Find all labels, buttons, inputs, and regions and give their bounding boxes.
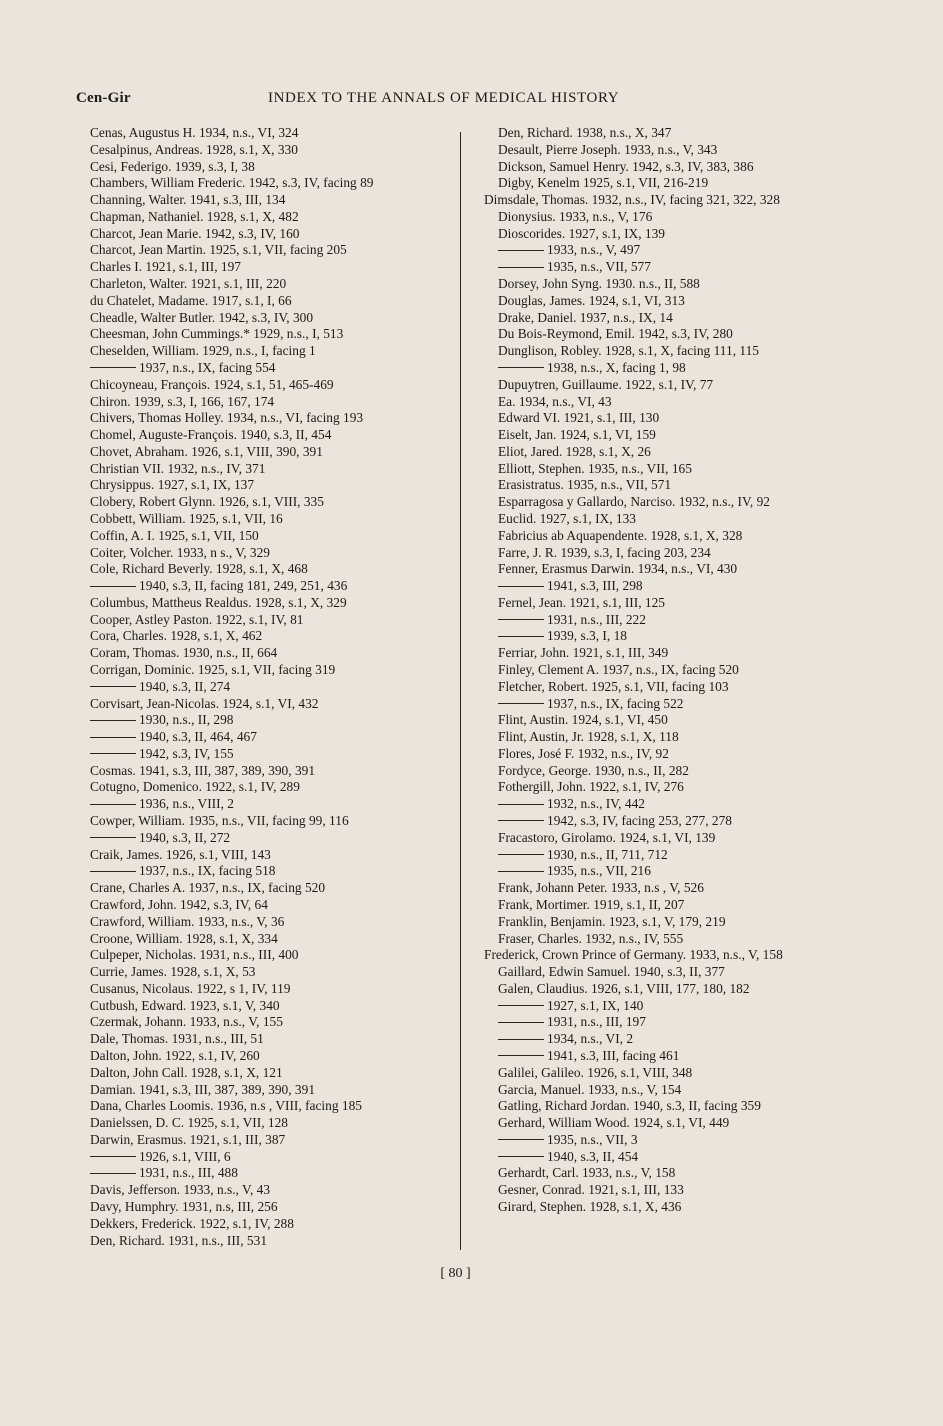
entry-text: Coffin, A. I. 1925, s.1, VII, 150: [90, 527, 259, 543]
entry-text: Dalton, John Call. 1928, s.1, X, 121: [90, 1064, 283, 1080]
entry-text: Cooper, Astley Paston. 1922, s.1, IV, 81: [90, 611, 304, 627]
entry-text: Gerhard, William Wood. 1924, s.1, VI, 449: [498, 1115, 730, 1131]
repeat-dash: [498, 1055, 544, 1056]
index-entry: [90, 847, 450, 864]
index-subentry: [90, 746, 450, 763]
index-entry: [498, 528, 858, 545]
index-entry: [498, 293, 858, 310]
index-subentry: [90, 830, 450, 847]
entry-text: 1932, n.s., IV, 442: [547, 796, 645, 812]
entry-text: Damian. 1941, s.3, III, 387, 389, 390, 391: [90, 1081, 316, 1097]
entry-text: Garcia, Manuel. 1933, n.s., V, 154: [498, 1081, 682, 1097]
entry-text: 1941, s.3, III, 298: [547, 578, 643, 594]
repeat-dash: [90, 753, 136, 754]
index-entry: [90, 947, 450, 964]
index-entry: [90, 914, 450, 931]
index-entry: [498, 276, 858, 293]
index-entry: [498, 897, 858, 914]
index-subentry: [90, 863, 450, 880]
index-entry: [90, 528, 450, 545]
entry-text: 1936, n.s., VIII, 2: [139, 796, 234, 812]
index-entry: [90, 1065, 450, 1082]
index-column-left: [90, 125, 450, 1249]
entry-text: Clobery, Robert Glynn. 1926, s.1, VIII, 335: [90, 494, 324, 510]
repeat-dash: [498, 1039, 544, 1040]
entry-text: 1938, n.s., X, facing 1, 98: [547, 359, 686, 375]
entry-text: Dorsey, John Syng. 1930. n.s., II, 588: [498, 276, 700, 292]
entry-text: Esparragosa y Gallardo, Narciso. 1932, n.s., IV, 92: [498, 494, 770, 510]
index-subentry: [90, 1149, 450, 1166]
entry-text: Ferriar, John. 1921, s.1, III, 349: [498, 645, 669, 661]
entry-text: Chapman, Nathaniel. 1928, s.1, X, 482: [90, 208, 299, 224]
entry-text: Finley, Clement A. 1937, n.s., IX, facing 520: [498, 662, 739, 677]
index-entry: [498, 477, 858, 494]
index-entry: [498, 779, 858, 796]
index-entry: [498, 1098, 858, 1115]
entry-text: Fabricius ab Aquapendente. 1928, s.1, X, 328: [498, 527, 743, 543]
index-subentry: [498, 578, 858, 595]
entry-text: Darwin, Erasmus. 1921, s.1, III, 387: [90, 1131, 286, 1147]
entry-text: Cheadle, Walter Butler. 1942, s.3, IV, 300: [90, 309, 314, 325]
entry-text: Fernel, Jean. 1921, s.1, III, 125: [498, 594, 665, 610]
entry-text: Frank, Mortimer. 1919, s.1, II, 207: [498, 896, 685, 912]
index-subentry: [90, 578, 450, 595]
index-subentry: [498, 1048, 858, 1065]
entry-text: Corrigan, Dominic. 1925, s.1, VII, facing 319: [90, 662, 336, 677]
entry-text: Gerhardt, Carl. 1933, n.s., V, 158: [498, 1165, 676, 1181]
index-entry: [498, 310, 858, 327]
entry-text: Currie, James. 1928, s.1, X, 53: [90, 964, 256, 980]
index-subentry: [90, 1165, 450, 1182]
index-entry: [498, 1182, 858, 1199]
index-entry: [498, 1199, 858, 1216]
entry-text: Cusanus, Nicolaus. 1922, s 1, IV, 119: [90, 980, 291, 996]
entry-text: Gesner, Conrad. 1921, s.1, III, 133: [498, 1182, 684, 1198]
repeat-dash: [498, 267, 544, 268]
index-subentry: [498, 1031, 858, 1048]
entry-text: Flint, Austin. 1924, s.1, VI, 450: [498, 712, 668, 728]
column-divider: [460, 132, 461, 1250]
entry-text: 1942, s.3, IV, 155: [139, 745, 234, 761]
index-entry: [498, 880, 858, 897]
entry-text: Dunglison, Robley. 1928, s.1, X, facing 111, 115: [498, 343, 759, 359]
repeat-dash: [498, 367, 544, 368]
entry-text: Charcot, Jean Martin. 1925, s.1, VII, facing 205: [90, 242, 347, 258]
repeat-dash: [498, 820, 544, 821]
repeat-dash: [90, 686, 136, 687]
entry-text: Charles I. 1921, s.1, III, 197: [90, 259, 241, 275]
index-entry: [498, 461, 858, 478]
index-entry: [498, 511, 858, 528]
index-entry: [498, 662, 858, 679]
repeat-dash: [90, 737, 136, 738]
entry-text: Dionysius. 1933, n.s., V, 176: [498, 208, 653, 224]
repeat-dash: [498, 586, 544, 587]
index-entry: [498, 343, 858, 360]
entry-text: Fletcher, Robert. 1925, s.1, VII, facing 103: [498, 678, 729, 694]
entry-text: 1935, n.s., VII, 3: [547, 1131, 638, 1147]
index-subentry: [90, 729, 450, 746]
entry-text: Fraser, Charles. 1932, n.s., IV, 555: [498, 930, 684, 946]
entry-text: 1937, n.s., IX, facing 522: [547, 695, 684, 711]
entry-text: Girard, Stephen. 1928, s.1, X, 436: [498, 1199, 682, 1214]
index-entry: [90, 377, 450, 394]
repeat-dash: [498, 854, 544, 855]
entry-text: Cheesman, John Cummings.* 1929, n.s., I, 513: [90, 326, 344, 342]
entry-text: Fothergill, John. 1922, s.1, IV, 276: [498, 779, 684, 795]
index-entry: [498, 410, 858, 427]
entry-text: Corvisart, Jean-Nicolas. 1924, s.1, VI, 432: [90, 695, 319, 711]
index-entry: [90, 880, 450, 897]
index-entry: [90, 1048, 450, 1065]
entry-text: Gatling, Richard Jordan. 1940, s.3, II, facing 359: [498, 1098, 761, 1114]
index-entry: [90, 1014, 450, 1031]
index-subentry: [498, 998, 858, 1015]
repeat-dash: [498, 703, 544, 704]
entry-text: Czermak, Johann. 1933, n.s., V, 155: [90, 1014, 283, 1030]
index-entry: [90, 545, 450, 562]
entry-text: Chicoyneau, François. 1924, s.1, 51, 465-469: [90, 376, 334, 392]
index-entry: [90, 561, 450, 578]
entry-text: Chrysippus. 1927, s.1, IX, 137: [90, 477, 255, 493]
entry-text: Dekkers, Frederick. 1922, s.1, IV, 288: [90, 1215, 294, 1231]
index-entry: [90, 612, 450, 629]
index-entry: [498, 595, 858, 612]
repeat-dash: [498, 871, 544, 872]
entry-text: Flores, José F. 1932, n.s., IV, 92: [498, 745, 669, 761]
entry-text: Dimsdale, Thomas. 1932, n.s., IV, facing 321, 322, 328: [484, 192, 780, 208]
index-subentry: [90, 712, 450, 729]
index-entry: [90, 645, 450, 662]
entry-text: 1941, s.3, III, facing 461: [547, 1047, 680, 1063]
entry-text: Den, Richard. 1931, n.s., III, 531: [90, 1232, 268, 1248]
entry-text: 1939, s.3, I, 18: [547, 628, 627, 644]
index-entry: [498, 175, 858, 192]
entry-text: Crawford, John. 1942, s.3, IV, 64: [90, 896, 268, 912]
index-entry: [498, 679, 858, 696]
entry-text: 1931, n.s., III, 197: [547, 1014, 646, 1030]
index-entry: [90, 897, 450, 914]
index-entry: [90, 1182, 450, 1199]
entry-text: Elliott, Stephen. 1935, n.s., VII, 165: [498, 460, 692, 476]
entry-text: Flint, Austin, Jr. 1928, s.1, X, 118: [498, 729, 679, 745]
index-entry: [498, 645, 858, 662]
repeat-dash: [498, 1139, 544, 1140]
entry-text: 1930, n.s., II, 711, 712: [547, 846, 668, 862]
entry-text: Cole, Richard Beverly. 1928, s.1, X, 468: [90, 561, 308, 577]
index-entry: [498, 427, 858, 444]
entry-text: Fenner, Erasmus Darwin. 1934, n.s., VI, 430: [498, 561, 738, 577]
index-entry: [484, 192, 858, 209]
entry-text: Dalton, John. 1922, s.1, IV, 260: [90, 1047, 260, 1063]
index-entry: [90, 477, 450, 494]
index-entry: [90, 964, 450, 981]
entry-text: Du Bois-Reymond, Emil. 1942, s.3, IV, 280: [498, 326, 733, 342]
index-entry: [90, 763, 450, 780]
index-subentry: [498, 1149, 858, 1166]
index-entry: [90, 1199, 450, 1216]
index-entry: [498, 763, 858, 780]
entry-text: Dale, Thomas. 1931, n.s., III, 51: [90, 1031, 264, 1047]
entry-text: Chomel, Auguste-François. 1940, s.3, II, 454: [90, 427, 332, 443]
index-entry: [498, 209, 858, 226]
entry-text: Frederick, Crown Prince of Germany. 1933, n.s., V, 158: [484, 947, 783, 963]
entry-text: 1926, s.1, VIII, 6: [139, 1148, 231, 1164]
entry-text: 1940, s.3, II, 464, 467: [139, 729, 257, 745]
index-entry: [90, 159, 450, 176]
running-title: INDEX TO THE ANNALS OF MEDICAL HISTORY: [268, 90, 620, 106]
entry-text: Charcot, Jean Marie. 1942, s.3, IV, 160: [90, 225, 300, 241]
entry-text: Chovet, Abraham. 1926, s.1, VIII, 390, 391: [90, 443, 323, 459]
entry-text: Danielssen, D. C. 1925, s.1, VII, 128: [90, 1115, 288, 1131]
entry-text: Channing, Walter. 1941, s.3, III, 134: [90, 192, 286, 208]
entry-text: Fracastoro, Girolamo. 1924, s.1, VI, 139: [498, 829, 716, 845]
index-entry: [498, 712, 858, 729]
entry-text: 1940, s.3, II, 454: [547, 1148, 639, 1164]
repeat-dash: [498, 804, 544, 805]
index-entry: [90, 662, 450, 679]
entry-text: Craik, James. 1926, s.1, VIII, 143: [90, 846, 271, 862]
repeat-dash: [90, 837, 136, 838]
index-entry: [498, 545, 858, 562]
entry-text: 1935, n.s., VII, 216: [547, 863, 651, 879]
entry-text: Cenas, Augustus H. 1934, n.s., VI, 324: [90, 125, 299, 140]
entry-text: Coiter, Volcher. 1933, n s., V, 329: [90, 544, 270, 560]
repeat-dash: [90, 804, 136, 805]
index-entry: [498, 377, 858, 394]
entry-text: Crane, Charles A. 1937, n.s., IX, facing 520: [90, 880, 326, 896]
entry-text: Cosmas. 1941, s.3, III, 387, 389, 390, 391: [90, 762, 316, 778]
index-subentry: [498, 259, 858, 276]
index-entry: [498, 561, 858, 578]
index-entry: [498, 444, 858, 461]
entry-text: 1931, n.s., III, 222: [547, 611, 646, 627]
index-entry: [90, 293, 450, 310]
entry-text: Croone, William. 1928, s.1, X, 334: [90, 930, 278, 946]
entry-text: Cobbett, William. 1925, s.1, VII, 16: [90, 510, 283, 526]
index-entry: [498, 1115, 858, 1132]
index-entry: [90, 242, 450, 259]
index-entry: [498, 729, 858, 746]
entry-text: Columbus, Mattheus Realdus. 1928, s.1, X, 329: [90, 594, 347, 610]
index-entry: [498, 125, 858, 142]
index-entry: [90, 276, 450, 293]
entry-text: Franklin, Benjamin. 1923, s.1, V, 179, 219: [498, 913, 726, 929]
index-entry: [498, 326, 858, 343]
entry-text: Euclid. 1927, s.1, IX, 133: [498, 510, 636, 526]
index-entry: [90, 1132, 450, 1149]
index-entry: [90, 1216, 450, 1233]
index-entry: [90, 226, 450, 243]
entry-text: Cesalpinus, Andreas. 1928, s.1, X, 330: [90, 141, 298, 157]
index-subentry: [90, 796, 450, 813]
entry-text: Ea. 1934, n.s., VI, 43: [498, 393, 612, 409]
entry-text: Dana, Charles Loomis. 1936, n.s , VIII, facing 185: [90, 1098, 362, 1114]
index-subentry: [498, 1132, 858, 1149]
index-entry: [90, 209, 450, 226]
entry-text: Charleton, Walter. 1921, s.1, III, 220: [90, 276, 287, 292]
entry-text: Cowper, William. 1935, n.s., VII, facing 99, 116: [90, 813, 349, 829]
index-entry: [90, 192, 450, 209]
index-entry: [90, 142, 450, 159]
index-entry: [498, 159, 858, 176]
repeat-dash: [498, 619, 544, 620]
repeat-dash: [90, 586, 136, 587]
index-entry: [498, 964, 858, 981]
entry-text: 1931, n.s., III, 488: [139, 1165, 238, 1181]
entry-text: 1937, n.s., IX, facing 518: [139, 863, 276, 879]
index-entry: [498, 1165, 858, 1182]
index-entry: [90, 259, 450, 276]
index-entry: [90, 813, 450, 830]
entry-text: du Chatelet, Madame. 1917, s.1, I, 66: [90, 292, 292, 308]
entry-text: Eiselt, Jan. 1924, s.1, VI, 159: [498, 427, 656, 443]
index-subentry: [498, 628, 858, 645]
index-entry: [90, 511, 450, 528]
entry-text: 1940, s.3, II, facing 181, 249, 251, 436: [139, 578, 348, 594]
entry-text: Erasistratus. 1935, n.s., VII, 571: [498, 477, 672, 493]
index-entry: [90, 1115, 450, 1132]
entry-text: Galilei, Galileo. 1926, s.1, VIII, 348: [498, 1064, 693, 1080]
entry-text: 1940, s.3, II, 272: [139, 829, 231, 845]
index-entry: [90, 981, 450, 998]
index-subentry: [498, 813, 858, 830]
repeat-dash: [498, 250, 544, 251]
repeat-dash: [90, 1173, 136, 1174]
repeat-dash: [90, 871, 136, 872]
entry-text: 1933, n.s., V, 497: [547, 242, 641, 258]
index-entry: [498, 1082, 858, 1099]
entry-text: Douglas, James. 1924, s.1, VI, 313: [498, 292, 685, 308]
index-entry: [90, 1031, 450, 1048]
page-number: [ 80 ]: [440, 1266, 471, 1281]
index-subentry: [498, 360, 858, 377]
index-entry: [90, 696, 450, 713]
repeat-dash: [498, 636, 544, 637]
entry-text: Cheselden, William. 1929, n.s., I, facing 1: [90, 343, 316, 359]
entry-text: Chivers, Thomas Holley. 1934, n.s., VI, facing 193: [90, 410, 364, 426]
index-entry: [498, 746, 858, 763]
entry-text: Drake, Daniel. 1937, n.s., IX, 14: [498, 309, 673, 325]
entry-text: Galen, Claudius. 1926, s.1, VIII, 177, 180, 182: [498, 980, 750, 996]
index-subentry: [498, 612, 858, 629]
entry-text: Cora, Charles. 1928, s.1, X, 462: [90, 628, 263, 644]
entry-text: Edward VI. 1921, s.1, III, 130: [498, 410, 660, 426]
index-entry: [90, 326, 450, 343]
index-subentry: [90, 360, 450, 377]
entry-text: Desault, Pierre Joseph. 1933, n.s., V, 343: [498, 141, 718, 157]
entry-text: Frank, Johann Peter. 1933, n.s , V, 526: [498, 880, 704, 896]
index-entry: [90, 628, 450, 645]
section-range: Cen-Gir: [76, 90, 131, 106]
repeat-dash: [90, 1156, 136, 1157]
index-entry: [90, 998, 450, 1015]
entry-text: Gaillard, Edwin Samuel. 1940, s.3, II, 377: [498, 964, 725, 980]
entry-text: Coram, Thomas. 1930, n.s., II, 664: [90, 645, 278, 661]
index-subentry: [498, 796, 858, 813]
entry-text: 1942, s.3, IV, facing 253, 277, 278: [547, 813, 732, 829]
entry-text: Cesi, Federigo. 1939, s.3, I, 38: [90, 158, 255, 174]
page-header: [76, 88, 876, 112]
repeat-dash: [498, 1156, 544, 1157]
index-entry: [90, 310, 450, 327]
entry-text: Christian VII. 1932, n.s., IV, 371: [90, 460, 266, 476]
index-entry: [484, 947, 858, 964]
entry-text: Cutbush, Edward. 1923, s.1, V, 340: [90, 997, 280, 1013]
index-entry: [90, 779, 450, 796]
entry-text: 1934, n.s., VI, 2: [547, 1031, 634, 1047]
index-entry: [498, 914, 858, 931]
entry-text: Chambers, William Frederic. 1942, s.3, IV, facing 89: [90, 175, 374, 191]
index-subentry: [90, 679, 450, 696]
entry-text: Dupuytren, Guillaume. 1922, s.1, IV, 77: [498, 376, 714, 392]
index-subentry: [498, 847, 858, 864]
index-entry: [498, 931, 858, 948]
index-entry: [90, 394, 450, 411]
index-entry: [90, 1082, 450, 1099]
index-entry: [90, 175, 450, 192]
repeat-dash: [90, 367, 136, 368]
index-subentry: [498, 242, 858, 259]
index-entry: [498, 830, 858, 847]
entry-text: 1935, n.s., VII, 577: [547, 259, 651, 275]
entry-text: Davy, Humphry. 1931, n.s, III, 256: [90, 1199, 278, 1214]
index-entry: [90, 595, 450, 612]
repeat-dash: [498, 1022, 544, 1023]
index-entry: [90, 410, 450, 427]
index-entry: [498, 394, 858, 411]
entry-text: Chiron. 1939, s.3, I, 166, 167, 174: [90, 393, 275, 409]
entry-text: Culpeper, Nicholas. 1931, n.s., III, 400: [90, 947, 299, 963]
entry-text: 1930, n.s., II, 298: [139, 712, 234, 728]
index-column-right: [484, 125, 858, 1216]
index-entry: [90, 343, 450, 360]
index-entry: [498, 226, 858, 243]
repeat-dash: [90, 720, 136, 721]
index-entry: [90, 444, 450, 461]
index-entry: [498, 981, 858, 998]
index-entry: [90, 427, 450, 444]
entry-text: Davis, Jefferson. 1933, n.s., V, 43: [90, 1182, 271, 1198]
index-subentry: [498, 863, 858, 880]
index-entry: [90, 494, 450, 511]
index-entry: [498, 1065, 858, 1082]
entry-text: Eliot, Jared. 1928, s.1, X, 26: [498, 443, 651, 459]
entry-text: 1940, s.3, II, 274: [139, 678, 231, 694]
entry-text: Den, Richard. 1938, n.s., X, 347: [498, 125, 672, 140]
entry-text: Farre, J. R. 1939, s.3, I, facing 203, 234: [498, 544, 711, 560]
index-subentry: [498, 696, 858, 713]
index-entry: [498, 142, 858, 159]
index-entry: [90, 1233, 450, 1250]
index-entry: [498, 494, 858, 511]
index-entry: [90, 461, 450, 478]
entry-text: Dickson, Samuel Henry. 1942, s.3, IV, 383, 386: [498, 158, 754, 174]
index-entry: [90, 125, 450, 142]
index-subentry: [498, 1014, 858, 1031]
entry-text: Digby, Kenelm 1925, s.1, VII, 216-219: [498, 175, 709, 191]
entry-text: Crawford, William. 1933, n.s., V, 36: [90, 913, 285, 929]
entry-text: 1937, n.s., IX, facing 554: [139, 359, 276, 375]
repeat-dash: [498, 1005, 544, 1006]
index-entry: [90, 931, 450, 948]
entry-text: Fordyce, George. 1930, n.s., II, 282: [498, 762, 689, 778]
entry-text: 1927, s.1, IX, 140: [547, 997, 644, 1013]
index-entry: [90, 1098, 450, 1115]
entry-text: Cotugno, Domenico. 1922, s.1, IV, 289: [90, 779, 300, 795]
entry-text: Dioscorides. 1927, s.1, IX, 139: [498, 225, 665, 241]
